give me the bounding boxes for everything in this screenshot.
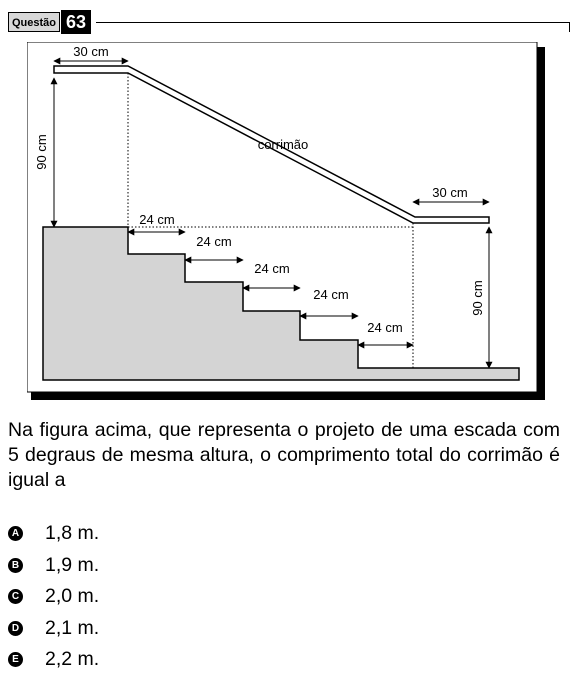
option-letter-badge: D [8, 621, 23, 636]
question-text: Na figura acima, que representa o projeto de uma escada com 5 degraus de mesma altura, o comprimento total do corrimão é igual a [8, 419, 560, 491]
right-height-label: 90 cm [470, 280, 485, 316]
option-text: 2,1 m. [45, 616, 100, 639]
bottom-landing-label: 30 cm [432, 185, 468, 200]
header-rule [96, 22, 570, 23]
staircase-diagram [27, 42, 545, 400]
option-b[interactable] [8, 550, 560, 582]
answer-options [8, 518, 560, 676]
option-letter-badge: E [8, 652, 23, 667]
option-d[interactable] [8, 613, 560, 645]
option-letter-badge: A [8, 526, 23, 541]
tread-label: 24 cm [367, 320, 403, 335]
tread-label: 24 cm [139, 212, 175, 227]
option-e[interactable] [8, 644, 560, 676]
option-text: 2,2 m. [45, 648, 100, 671]
tread-label: 24 cm [254, 261, 290, 276]
option-letter-badge: C [8, 589, 23, 604]
staircase-figure [27, 42, 545, 400]
tread-label: 24 cm [196, 234, 232, 249]
question-label: Questão [8, 12, 60, 32]
left-height-label: 90 cm [34, 134, 49, 170]
option-text: 1,9 m. [45, 553, 100, 576]
handrail-label: corrimão [257, 137, 309, 152]
option-letter-badge: B [8, 558, 23, 573]
header-tick [569, 22, 570, 32]
top-landing-label: 30 cm [73, 44, 109, 59]
tread-label: 24 cm [313, 287, 349, 302]
option-text: 1,8 m. [45, 522, 100, 545]
option-c[interactable] [8, 581, 560, 613]
question-number: 63 [61, 10, 91, 34]
question-header [8, 10, 570, 34]
option-text: 2,0 m. [45, 585, 100, 608]
option-a[interactable] [8, 518, 560, 550]
